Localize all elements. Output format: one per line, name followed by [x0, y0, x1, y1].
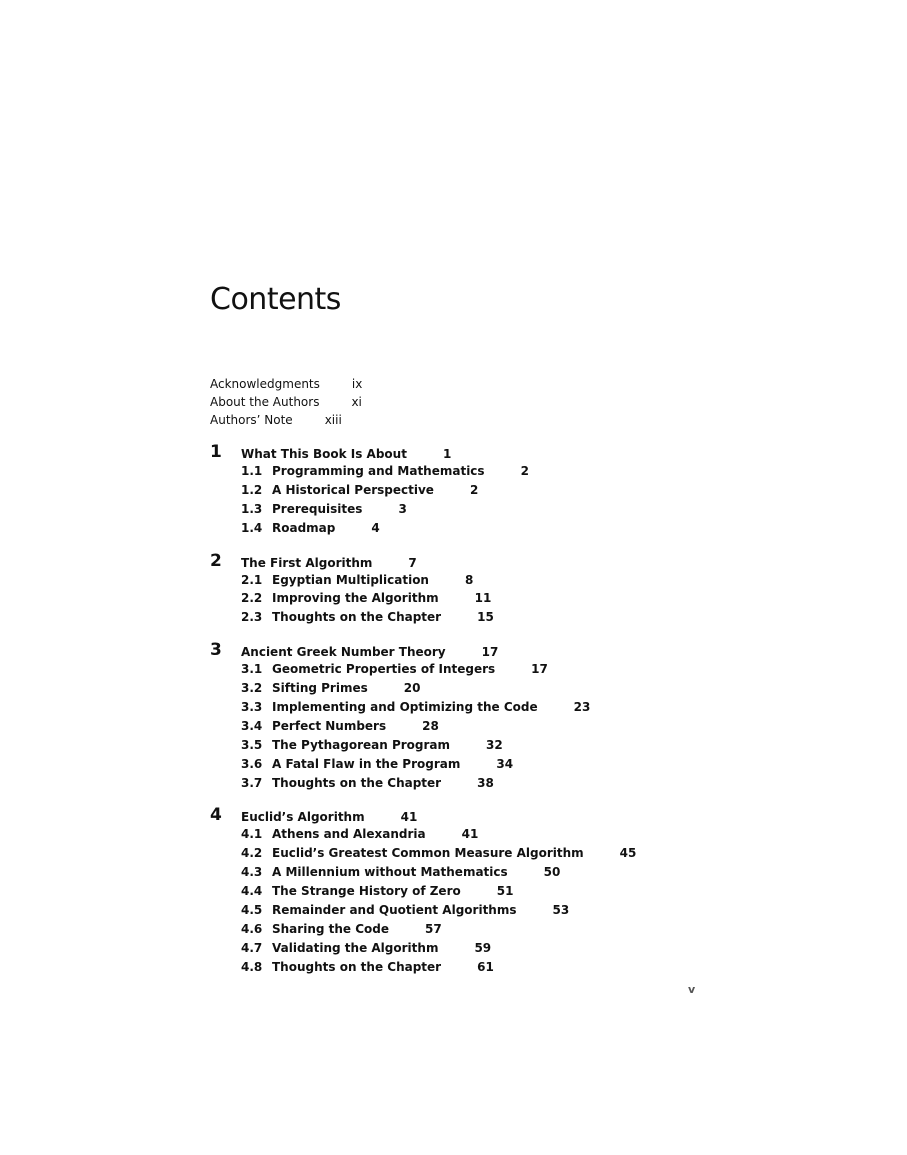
chapter-title: Ancient Greek Number Theory: [241, 645, 446, 660]
front-matter-page: xi: [351, 395, 362, 409]
section-page: 34: [496, 756, 514, 771]
section-number: 4.1: [241, 827, 263, 842]
section-entry[interactable]: [210, 608, 636, 627]
chapter-number: 1: [210, 442, 222, 462]
section-entry[interactable]: [210, 698, 636, 717]
section-title: Geometric Properties of Integers: [272, 662, 496, 677]
section-number: 4.5: [241, 903, 263, 918]
section-number: 1.1: [241, 464, 263, 478]
section-title: The Pythagorean Program: [272, 737, 451, 752]
section-page: 57: [425, 921, 442, 936]
section-entry[interactable]: [210, 774, 636, 793]
section-entry[interactable]: [210, 571, 636, 590]
section-number: 4.2: [241, 846, 263, 861]
section-title: The Strange History of Zero: [272, 884, 461, 899]
chapter-title: Euclid’s Algorithm: [241, 810, 365, 825]
section-entry[interactable]: [210, 660, 636, 679]
section-title: A Millennium without Mathematics: [272, 865, 508, 880]
chapter-title: The First Algorithm: [241, 555, 373, 570]
chapter-block: [210, 443, 636, 538]
section-entry[interactable]: [210, 500, 636, 519]
section-number: 3.6: [241, 756, 263, 771]
section-number: 2.2: [241, 591, 263, 606]
section-entry[interactable]: [210, 825, 636, 844]
chapter-number: 3: [210, 640, 222, 661]
section-entry[interactable]: [210, 844, 636, 863]
chapter-page: 1: [442, 447, 452, 461]
section-number: 3.1: [241, 662, 263, 677]
section-page: 17: [531, 662, 548, 677]
section-title: Validating the Algorithm: [272, 940, 439, 955]
section-title: Prerequisites: [272, 501, 363, 516]
section-page: 59: [474, 940, 492, 955]
section-entry[interactable]: [210, 863, 636, 882]
chapter-entry[interactable]: [210, 552, 636, 571]
chapter-number: 2: [210, 550, 222, 571]
section-page: 8: [464, 572, 474, 587]
section-entry[interactable]: [210, 589, 636, 608]
chapter-page: 17: [481, 645, 499, 660]
front-matter-item[interactable]: [210, 375, 362, 393]
chapter-number: 4: [210, 805, 222, 826]
section-page: 4: [371, 520, 380, 535]
section-entry[interactable]: [210, 958, 636, 977]
chapter-entry[interactable]: [210, 443, 636, 462]
section-number: 4.6: [241, 921, 263, 936]
section-title: Remainder and Quotient Algorithms: [272, 903, 517, 918]
section-title: Roadmap: [272, 520, 336, 535]
section-entry[interactable]: [210, 920, 636, 939]
section-page: 20: [403, 681, 421, 696]
section-number: 3.5: [241, 737, 263, 752]
section-title: Implementing and Optimizing the Code: [272, 700, 538, 715]
section-page: 2: [520, 464, 529, 478]
chapter-block: [210, 552, 636, 628]
section-title: Sharing the Code: [272, 921, 389, 936]
page-number: v: [688, 983, 696, 996]
section-entry[interactable]: [210, 462, 636, 481]
section-page: 2: [469, 482, 479, 497]
front-matter-page: xiii: [324, 413, 342, 427]
section-number: 2.1: [241, 572, 263, 587]
section-page: 50: [543, 865, 561, 880]
section-entry[interactable]: [210, 882, 636, 901]
section-number: 3.2: [241, 681, 263, 696]
chapter-page: 41: [400, 810, 418, 825]
front-matter-label: Authors’ Note: [210, 413, 293, 427]
section-title: Programming and Mathematics: [272, 464, 485, 478]
section-page: 28: [422, 718, 439, 733]
section-number: 4.8: [241, 959, 263, 974]
section-page: 41: [461, 827, 479, 842]
section-title: Sifting Primes: [272, 681, 368, 696]
section-page: 53: [552, 903, 570, 918]
section-title: Improving the Algorithm: [272, 591, 439, 606]
section-page: 32: [486, 737, 503, 752]
section-number: 2.3: [241, 610, 263, 625]
section-entry[interactable]: [210, 736, 636, 755]
section-entry[interactable]: [210, 481, 636, 500]
section-number: 1.3: [241, 501, 263, 516]
page-title: Contents: [210, 282, 341, 317]
section-page: 3: [398, 501, 407, 516]
front-matter-label: Acknowledgments: [210, 377, 320, 391]
chapter-title: What This Book Is About: [241, 447, 407, 461]
front-matter-item[interactable]: [210, 393, 362, 411]
section-page: 23: [573, 700, 591, 715]
section-number: 4.4: [241, 884, 263, 899]
section-page: 38: [477, 775, 494, 790]
section-page: 51: [496, 884, 514, 899]
section-number: 3.3: [241, 700, 263, 715]
section-title: Perfect Numbers: [272, 718, 387, 733]
section-page: 45: [619, 846, 637, 861]
section-number: 4.3: [241, 865, 263, 880]
chapter-entry[interactable]: [210, 641, 636, 660]
section-entry[interactable]: [210, 717, 636, 736]
section-entry[interactable]: [210, 755, 636, 774]
section-number: 3.4: [241, 718, 263, 733]
chapter-page: 7: [408, 555, 417, 570]
section-number: 3.7: [241, 775, 263, 790]
section-entry[interactable]: [210, 519, 636, 538]
section-entry[interactable]: [210, 901, 636, 920]
section-entry[interactable]: [210, 939, 636, 958]
section-page: 61: [477, 959, 494, 974]
chapter-block: [210, 806, 636, 976]
section-title: A Historical Perspective: [272, 482, 434, 497]
section-title: Athens and Alexandria: [272, 827, 426, 842]
front-matter-label: About the Authors: [210, 395, 320, 409]
front-matter-item[interactable]: [210, 411, 362, 429]
section-title: Thoughts on the Chapter: [272, 775, 442, 790]
chapter-list: [210, 443, 636, 991]
chapter-block: [210, 641, 636, 792]
section-entry[interactable]: [210, 679, 636, 698]
section-page: 15: [477, 610, 494, 625]
section-number: 1.2: [241, 482, 263, 497]
front-matter-list: [210, 375, 362, 429]
section-title: Thoughts on the Chapter: [272, 959, 442, 974]
section-title: A Fatal Flaw in the Program: [272, 756, 461, 771]
section-title: Thoughts on the Chapter: [272, 610, 442, 625]
section-number: 1.4: [241, 520, 263, 535]
section-page: 11: [474, 591, 492, 606]
front-matter-page: ix: [351, 377, 363, 391]
section-title: Euclid’s Greatest Common Measure Algorithm: [272, 846, 584, 861]
section-title: Egyptian Multiplication: [272, 572, 429, 587]
chapter-entry[interactable]: [210, 806, 636, 825]
section-number: 4.7: [241, 940, 263, 955]
